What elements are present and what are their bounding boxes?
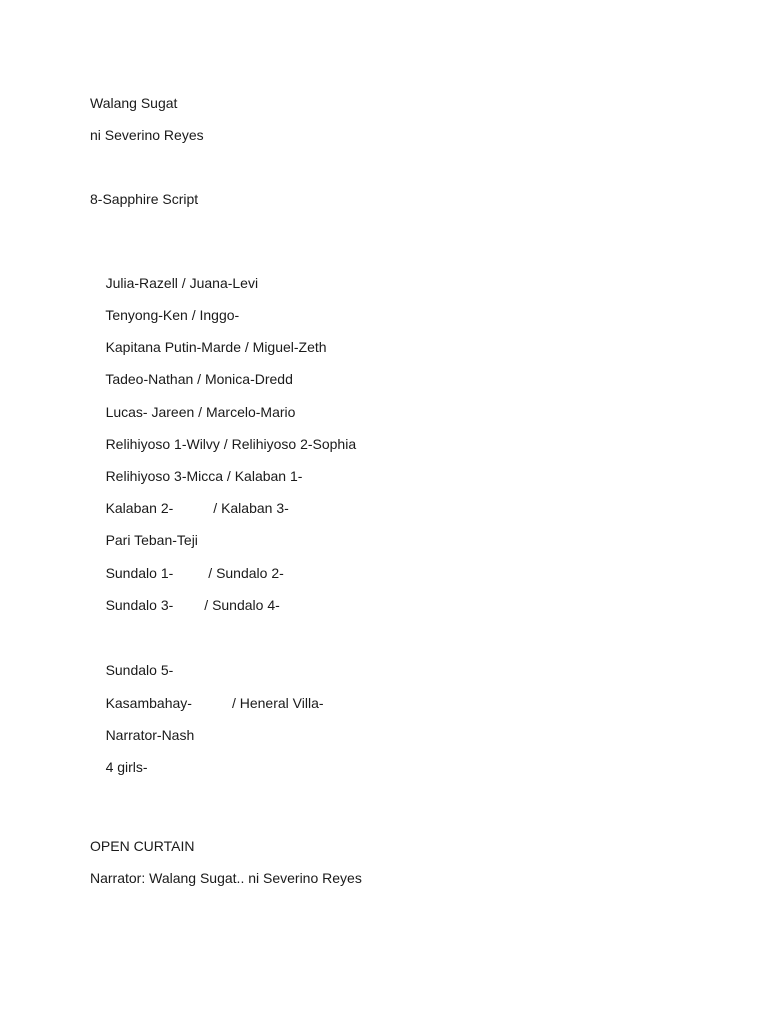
cast-line: Tadeo-Nathan / Monica-Dredd: [105, 371, 293, 387]
cast-line: Pari Teban-Teji: [105, 532, 198, 548]
script-label: 8-Sapphire Script: [90, 191, 199, 207]
cast-line: Kapitana Putin-Marde / Miguel-Zeth: [105, 339, 327, 355]
cast-line: Relihiyoso 1-Wilvy / Relihiyoso 2-Sophia: [105, 436, 357, 452]
cast-line: Julia-Razell / Juana-Levi: [105, 275, 259, 291]
cast-line: Relihiyoso 3-Micca / Kalaban 1-: [105, 468, 303, 484]
document-author: ni Severino Reyes: [90, 127, 204, 143]
cast-line: Sundalo 5-: [105, 662, 174, 678]
cast-line: Sundalo 3- / Sundalo 4-: [105, 597, 280, 613]
narrator-line: Narrator: Walang Sugat.. ni Severino Reyes: [90, 870, 362, 886]
cast-line: Narrator-Nash: [105, 727, 195, 743]
cast-line: Sundalo 1- / Sundalo 2-: [105, 565, 284, 581]
cast-line: Kasambahay- / Heneral Villa-: [105, 695, 324, 711]
cast-line: Tenyong-Ken / Inggo-: [105, 307, 240, 323]
cast-line: 4 girls-: [105, 759, 148, 775]
document-title: Walang Sugat: [90, 95, 178, 111]
cast-line: Lucas- Jareen / Marcelo-Mario: [105, 404, 296, 420]
stage-direction: OPEN CURTAIN: [90, 838, 195, 854]
cast-line: Kalaban 2- / Kalaban 3-: [105, 500, 289, 516]
